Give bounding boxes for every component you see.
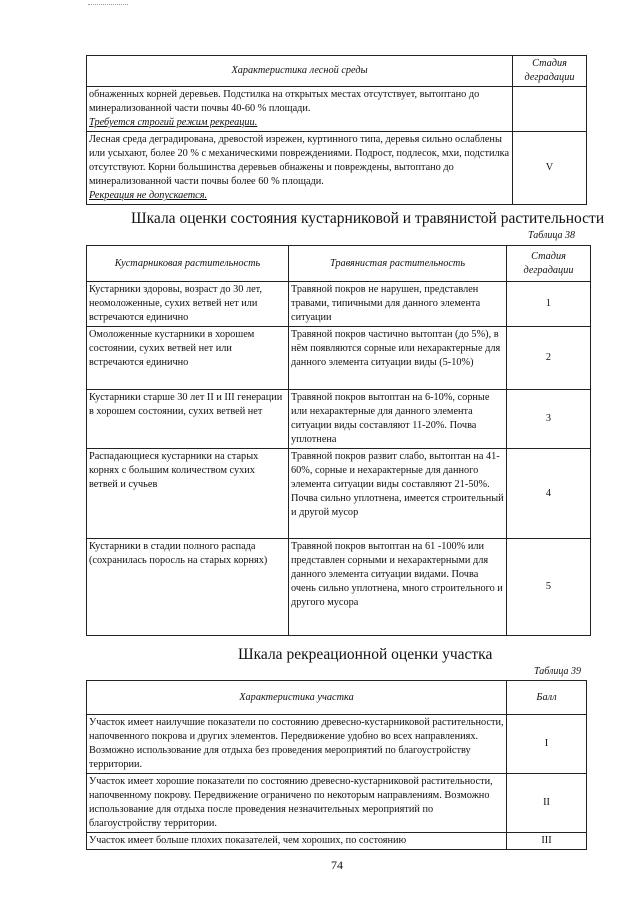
table1-row2-note: Рекреация не допускается. (89, 190, 208, 201)
table39-row1-score: I (507, 715, 587, 774)
table38-row5-shrub: Кустарники в стадии полного распада (сохранилась поросль на старых корнях) (87, 539, 289, 636)
table38-row4-stage: 4 (507, 449, 591, 539)
table38-row2-stage: 2 (507, 327, 591, 390)
table1-row1-text: обнаженных корней деревьев. Подстилка на открытых местах отсутствует, вытоптано до минерализованной части почвы 40-60 % площади. (89, 89, 480, 114)
table1-row2-stage: V (513, 132, 587, 205)
table-row (87, 539, 591, 636)
table38-header-grass: Травянистая растительность (289, 246, 507, 282)
table38-header-shrub: Кустарниковая растительность (87, 246, 289, 282)
table38-row4-grass: Травяной покров развит слабо, вытоптан на 41-60%, сорные и нехарактерные для данного элемента ситуации виды составляют 21-50%. (291, 451, 500, 490)
table-row (87, 774, 587, 833)
table38-row5-stage: 5 (507, 539, 591, 636)
table-row (87, 390, 591, 449)
table38-row3-grass: Травяной покров вытоптан на 6-10%, сорные или нехарактерные для данного элемента ситуации виды составляют 11-20%. Почва уплотнена (289, 390, 507, 449)
table38-row3-shrub: Кустарники старше 30 лет II и III генерации в хорошем состоянии, сухих ветвей нет (87, 390, 289, 449)
forest-environment-table (86, 55, 587, 205)
table39-header-score: Балл (507, 681, 587, 715)
shrub-grass-table (86, 245, 591, 636)
table1-row2-cell (87, 132, 513, 205)
table1-row2-text: Лесная среда деградирована, древостой изрежен, куртинного типа, деревья сильно ослаблены или усыхают, более 20 % с механическими повреждениями. Подрост, подлесок, мхи, подстилка отсутствуют. Корни большинства деревьев обнажены и повреждены, вытоптано до минерализованной части почвы более 60 % площади. (89, 134, 510, 187)
table-row (87, 132, 587, 205)
table39-row3-score: III (507, 833, 587, 850)
table1-row1-stage (513, 87, 587, 132)
table39-row3-text: Участок имеет больше плохих показателей, чем хороших, по состоянию (87, 833, 507, 850)
table38-row1-shrub: Кустарники здоровы, возраст до 30 лет, неомоложенные, сухих ветвей нет или встречаются единично (87, 282, 289, 327)
table-row (87, 449, 591, 539)
table-row (87, 282, 591, 327)
table39-row1-text: Участок имеет наилучшие показатели по состоянию древесно-кустарниковой растительности, напочвенного покрова и других элементов. Передвижение удобно во всех направлениях. Возможно использование для отдыха без проведения мероприятий по благоустройству территории. (87, 715, 507, 774)
table38-row2-grass: Травяной покров частично вытоптан (до 5%), в нём появляются сорные или нехарактерные для данного элемента ситуации виды (5-10%) (289, 327, 507, 390)
table38-row4-shrub: Распадающиеся кустарники на старых корнях с большим количеством сухих ветвей и сучьев (87, 449, 289, 539)
table38-row3-stage: 3 (507, 390, 591, 449)
scan-artifact (88, 4, 128, 6)
table38-row1-grass: Травяной покров не нарушен, представлен травами, типичными для данного элемента ситуации (289, 282, 507, 327)
table38-row4-grass-extra: Почва сильно уплотнена, имеется строительный и другой мусор (291, 493, 504, 518)
table38-title: Шкала оценки состояния кустарниковой и травянистой растительности (131, 210, 605, 227)
table-row (87, 715, 587, 774)
table38-label: Таблица 38 (528, 230, 575, 241)
table38-row2-shrub: Омоложенные кустарники в хорошем состоянии, сухих ветвей нет или встречаются единично (87, 327, 289, 390)
table1-header-stage: Стадия деградации (513, 56, 587, 87)
site-assessment-table (86, 680, 587, 850)
table39-row2-score: II (507, 774, 587, 833)
table-row (87, 327, 591, 390)
table38-row1-stage: 1 (507, 282, 591, 327)
table38-header-stage: Стадия деградации (507, 246, 591, 282)
table38-row4-grass-cell (289, 449, 507, 539)
table-row (87, 87, 587, 132)
table1-row1-cell (87, 87, 513, 132)
table-row (87, 833, 587, 850)
table1-header-characteristic: Характеристика лесной среды (87, 56, 513, 87)
table39-row2-text: Участок имеет хорошие показатели по состоянию древесно-кустарниковой растительности, напочвенному покрову. Передвижение ограничено по некоторым направлениям. Возможно использование для отдыха после проведения незначительных мероприятий по благоустройству территории. (87, 774, 507, 833)
page-number: 74 (331, 858, 343, 872)
table38-row5-grass: Травяной покров вытоптан на 61 -100% или представлен сорными и нехарактерными для данного элемента ситуации видами. Почва очень сильно уплотнена, много строительного и другого мусора (289, 539, 507, 636)
table39-label: Таблица 39 (534, 666, 581, 677)
table39-title: Шкала рекреационной оценки участка (238, 646, 493, 663)
table1-row1-note: Требуется строгий режим рекреации. (89, 117, 258, 128)
table39-header-characteristic: Характеристика участка (87, 681, 507, 715)
